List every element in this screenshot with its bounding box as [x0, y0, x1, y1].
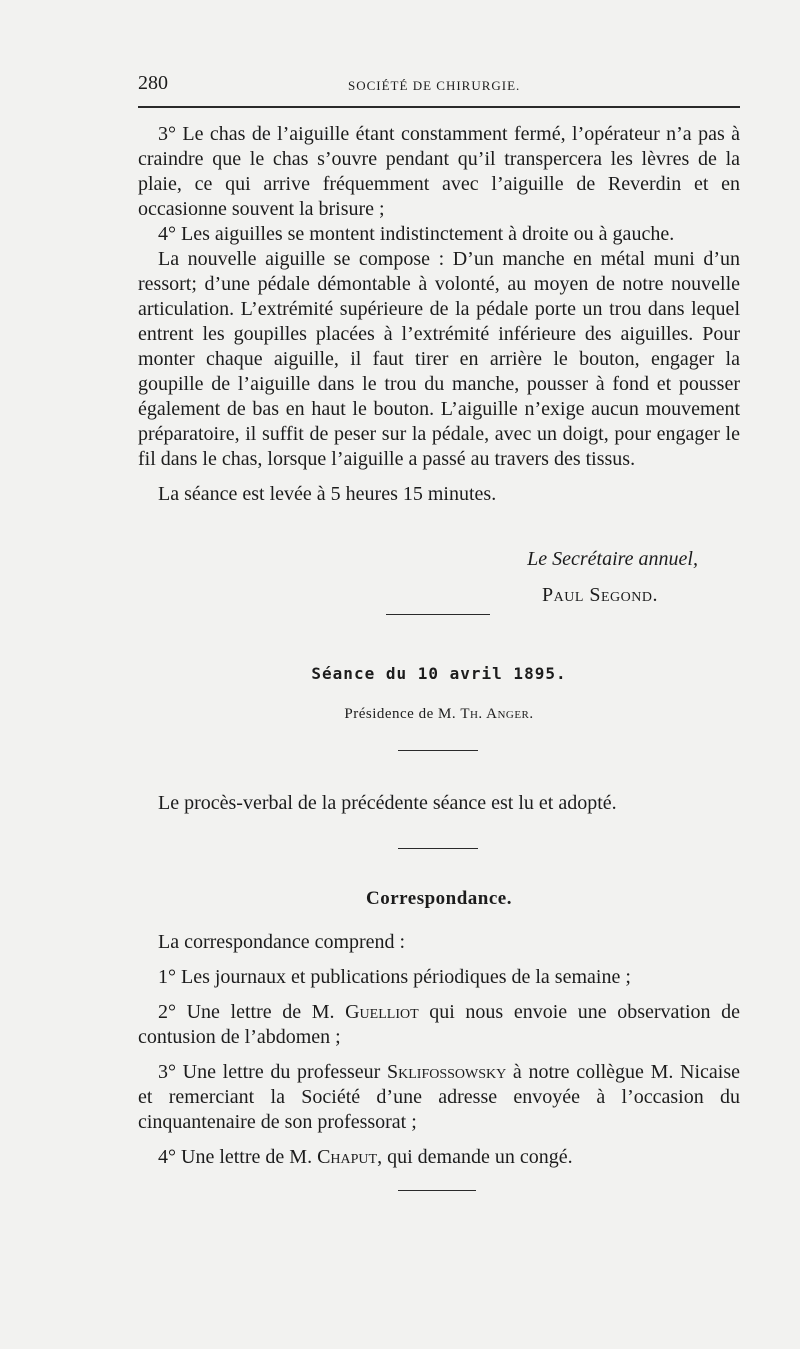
paragraph-item-4: 4° Les aiguilles se montent indistinctement à droite ou à gauche. — [158, 223, 675, 245]
correspondance-block — [138, 930, 740, 1170]
correspondance-item — [138, 1000, 740, 1050]
running-title: SOCIÉTÉ DE CHIRURGIE. — [348, 78, 521, 93]
section-rule — [386, 614, 490, 615]
item-text: à notre collègue M. Nicaise et remerciant la Société d’une adresse envoyée à l’occasion du cinquantenaire de son professorat ; — [138, 1061, 741, 1133]
presidence-name: Th. Anger. — [460, 706, 534, 722]
item-text: 2° Une lettre de M. — [158, 1001, 346, 1023]
person-name: Chaput — [317, 1146, 378, 1168]
correspondance-item — [138, 1060, 740, 1135]
item-text: , qui demande un congé. — [377, 1146, 573, 1168]
minutes-line: Le procès-verbal de la précédente séance est lu et adopté. — [158, 792, 617, 814]
item-text: 4° Une lettre de M. — [158, 1146, 318, 1168]
person-name: Sklifossowsky — [387, 1061, 507, 1083]
item-text: 3° Une lettre du professeur — [158, 1061, 387, 1083]
section-rule — [398, 848, 478, 849]
presidence-prefix: Présidence de M. — [344, 706, 461, 722]
person-name: Guelliot — [345, 1001, 419, 1023]
paragraph-needle-description: La nouvelle aiguille se compose : D’un manche en métal muni d’un ressort; d’une pédale démontable à volonté, au moyen de notre nouvelle articulation. L’extrémité supérieure de la pédale porte un trou dans lequel entrent les goupilles placées à l’extrémité inférieure des aiguilles. Pour monter chaque aiguille, il faut tirer en arrière le bouton, engager la goupille de l’aiguille dans le trou du manche, pousser à fond et pousser également de bas en haut le bouton. L’aiguille n’exige aucun mouvement préparatoire, il suffit de peser sur la pédale, avec un doigt, pour engager le fil dans le chas, lorsque l’aiguille a passé au travers des tissus. — [138, 248, 740, 470]
signature-role: Le Secrétaire annuel, — [527, 548, 698, 570]
correspondance-title: Correspondance. — [366, 888, 512, 909]
section-rule — [398, 750, 478, 751]
running-header — [138, 72, 740, 100]
correspondance-item — [138, 1145, 740, 1170]
presidence-line — [138, 706, 740, 723]
body-text-top — [138, 122, 740, 507]
header-rule — [138, 106, 740, 108]
item-text: qui nous envoie une observation de contusion de l’abdomen ; — [138, 1001, 741, 1048]
correspondance-intro: La correspondance comprend : — [158, 931, 406, 953]
minutes-block — [138, 791, 740, 816]
correspondance-item: 1° Les journaux et publications périodiques de la semaine ; — [158, 966, 631, 988]
paragraph-session-closed: La séance est levée à 5 heures 15 minutes. — [158, 483, 497, 505]
paragraph-item-3: 3° Le chas de l’aiguille étant constamment fermé, l’opérateur n’a pas à craindre que le chas s’ouvre pendant qu’il transpercera les lèvres de la plaie, ce qui arrive fréquemment avec l’aiguille de Reverdin et en occasionne souvent la brisure ; — [138, 123, 740, 220]
page-number: 280 — [138, 72, 168, 94]
signature-name: Paul Segond. — [541, 584, 658, 606]
session-title: Séance du 10 avril 1895. — [311, 664, 567, 683]
section-rule — [398, 1190, 476, 1191]
